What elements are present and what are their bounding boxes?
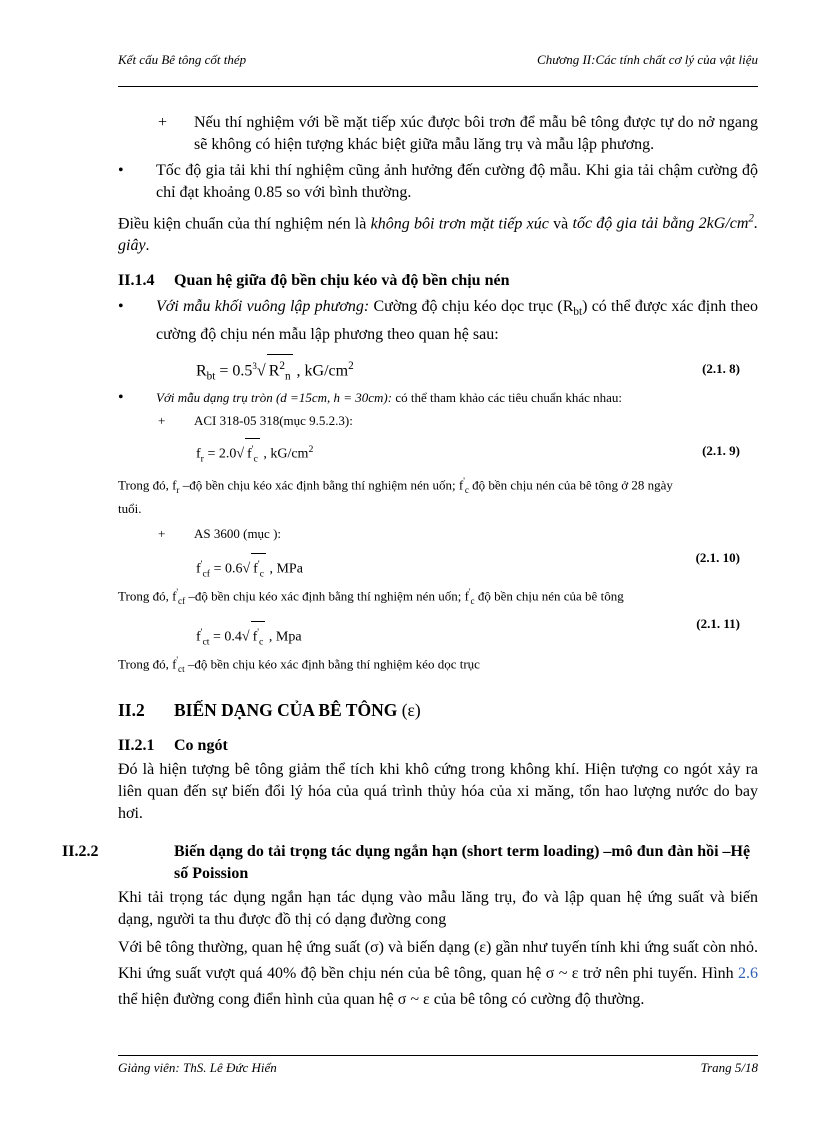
equation-number: (2.1. 8) [702, 360, 740, 376]
footer-rule [118, 1055, 758, 1056]
text-run-italic: không bôi trơn mặt tiếp xúc [370, 215, 549, 233]
paragraph-short-term-1: Khi tải trọng tác dụng ngắn hạn tác dụng vào mẫu lăng trụ, đo và lập quan hệ ứng suất và biến dạng, người ta thu được đồ thị có dạng đường cong [118, 889, 758, 929]
bullet-item-cylinder [118, 388, 758, 407]
note-2-1-11: Trong đó, $f'_{ct}$ –độ bền chịu kéo xác định bằng thí nghiệm kéo dọc trục [118, 655, 480, 675]
footer-right: Trang 5/18 [700, 1060, 758, 1075]
formula-2-1-11 [118, 616, 758, 648]
bullet-marker: • [118, 298, 124, 316]
subscript: bt [573, 306, 583, 319]
plus-item-as [118, 524, 758, 543]
section-number: II.2.2 [62, 843, 99, 861]
formula-expression: $R_{bt} = 0.5^3√$ $R^2_n$ , $kG/cm^2$ [196, 354, 354, 388]
standard-reference: AS 3600 (mục ): [194, 526, 282, 542]
epsilon-symbol: (ε) [473, 939, 492, 957]
section-heading-2-2-2 [62, 841, 758, 885]
text-run: Điều kiện chuẩn của thí nghiệm nén là [118, 215, 371, 233]
paragraph-shrinkage: Đó là hiện tượng bê tông giảm thể tích khi khô cứng trong không khí. Hiện tượng co ngót xảy ra liên quan đến sự biến đổi lý hóa của quá trình thủy hóa của xi măng, tổn hao lượng nước do bay hơi. [118, 761, 758, 823]
root-index: 3 [252, 360, 257, 371]
bullet-item-loading-rate [118, 160, 758, 204]
paragraph-text: Nếu thí nghiệm với bề mặt tiếp xúc được bôi trơn để mẫu bê tông được tự do nở ngang sẽ không có hiện tượng khác biệt giữa mẫu lăng trụ và mẫu lập phương. [194, 114, 758, 153]
formula-2-1-9 [118, 438, 758, 464]
equation-number: (2.1. 10) [695, 550, 740, 566]
sigma-epsilon-relation: σ ~ ε [397, 991, 430, 1009]
section-number: II.2 [118, 700, 145, 721]
text-run-italic: . giây [118, 215, 759, 255]
figure-link[interactable]: 2.6 [738, 965, 759, 983]
bullet-item-cube [118, 296, 758, 345]
equation-number: (2.1. 9) [702, 442, 740, 458]
plus-marker: + [158, 114, 168, 131]
header-left: Kết cấu Bê tông cốt thép [118, 52, 247, 67]
plus-item-lubricated [118, 112, 758, 156]
section-title: Biến dạng do tải trọng tác dụng ngắn hạn (short term loading) –mô đun đàn hồi –Hệ số Poission [174, 843, 751, 883]
page-header [118, 52, 758, 68]
text-run: và [548, 215, 573, 233]
bullet-marker: • [118, 388, 124, 406]
section-number: II.1.4 [118, 272, 155, 290]
section-title: Co ngót [174, 737, 228, 755]
section-heading-2-1-4 [118, 270, 758, 292]
sigma-symbol: (σ) [364, 939, 384, 957]
formula-2-1-8 [118, 354, 758, 383]
header-right: Chương II:Các tính chất cơ lý của vật liệu [537, 52, 758, 67]
text-run: ) có thể được xác định theo cường độ chịu nén mẫu lập phương theo quan hệ sau: [156, 298, 759, 343]
sqrt-radicand: $f'_c$ [245, 438, 260, 470]
equation-number: (2.1. 11) [696, 616, 740, 632]
standard-condition-paragraph [118, 208, 758, 257]
footer-left: Giảng viên: ThS. Lê Đức Hiển [118, 1060, 277, 1075]
formula-expression: $f'_{cf} = 0.6√$ $f'_c$ , MPa [196, 553, 303, 585]
section-title: Quan hệ giữa độ bền chịu kéo và độ bền chịu nén [174, 272, 510, 290]
text-run-italic: tốc độ gia tải bằng 2kG/cm [572, 215, 749, 233]
plus-marker: + [158, 526, 166, 542]
plus-marker: + [158, 412, 166, 428]
formula-expression: $f_r = 2.0√$ $f'_c$ , $kG/cm^2$ [196, 438, 313, 470]
sigma-epsilon-relation: σ ~ ε [545, 965, 579, 983]
text-run: Cường độ chịu kéo dọc trục (R [369, 298, 574, 316]
plus-item-aci [118, 411, 758, 430]
paragraph-short-term-2: Với bê tông thường, quan hệ ứng suất (σ) và biến dạng (ε) gần như tuyến tính khi ứng suất còn nhỏ. Khi ứng suất vượt quá 40% độ bền chịu nén của bê tông, quan hệ σ ~ ε trở nên phi tuyến. Hình 2.6 thể hiện đường cong điển hình của quan hệ σ ~ ε của bê tông có cường độ thường. [118, 939, 759, 1009]
section-title: BIẾN DẠNG CỦA BÊ TÔNG [174, 700, 398, 721]
superscript: 2 [748, 213, 755, 225]
formula-2-1-10 [118, 549, 758, 580]
paragraph-text: Tốc độ gia tải khi thí nghiệm cũng ảnh hưởng đến cường độ mẫu. Khi gia tải chậm cường độ chỉ đạt khoảng 0.85 so với bình thường. [156, 162, 758, 201]
bullet-marker: • [118, 162, 124, 179]
standard-reference: ACI 318-05 318(mục 9.5.2.3): [194, 412, 353, 428]
section-number: II.2.1 [118, 737, 155, 755]
header-rule [118, 86, 758, 87]
page-body [62, 112, 759, 1013]
text-run: có thể tham khảo các tiêu chuẩn khác nhau: [392, 389, 623, 405]
epsilon-symbol: (ε) [397, 700, 421, 721]
sqrt-radicand: $f'_c$ [251, 621, 266, 653]
page-footer [118, 1060, 758, 1076]
text-run: . [145, 237, 150, 255]
sqrt-radicand: $f'_c$ [251, 553, 266, 585]
formula-expression: $f'_{ct} = 0.4√$ $f'_c$ , Mpa [196, 621, 302, 653]
text-run-italic: Với mẫu dạng trụ tròn (d =15cm, h = 30cm): [156, 389, 393, 405]
note-2-1-10: Trong đó, $f'_{cf}$ –độ bền chịu kéo xác định bằng thí nghiệm nén uốn; $f'_c$ độ bền chịu nén của bê tông [118, 587, 624, 607]
note-2-1-9: Trong đó, $f_r$ –độ bền chịu kéo xác định bằng thí nghiệm nén uốn; $f'_c$ độ bền chịu nén của bê tông ở 28 ngày tuổi. [118, 475, 673, 517]
section-heading-2-2 [118, 699, 758, 721]
text-run-italic: Với mẫu khối vuông lập phương: [156, 298, 370, 316]
sqrt-radicand: $R^2_n$ [267, 354, 293, 388]
section-heading-2-2-1 [118, 735, 758, 757]
